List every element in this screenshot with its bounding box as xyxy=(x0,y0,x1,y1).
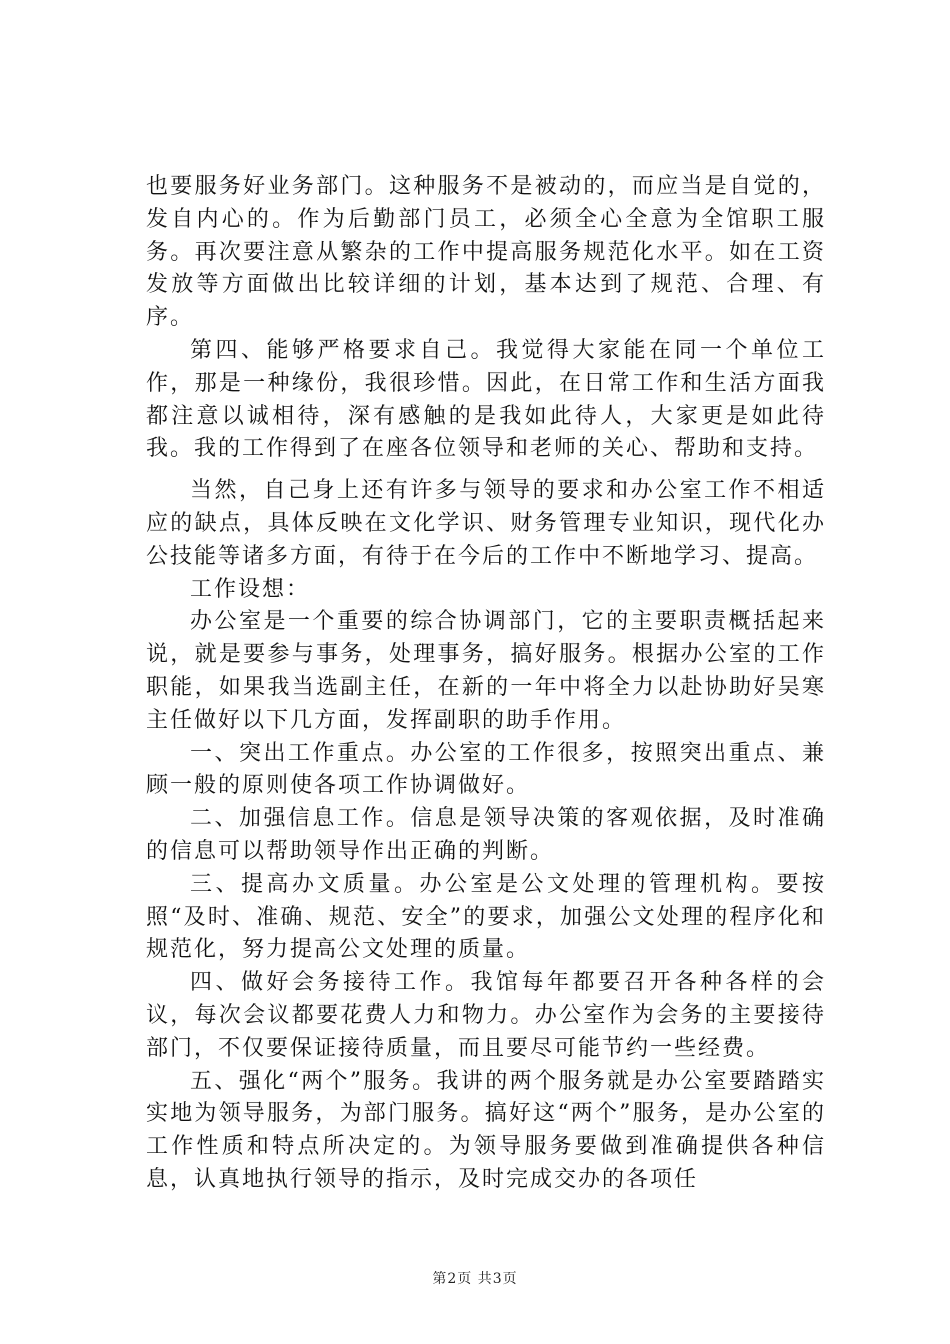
paragraph-service-continued: 也要服务好业务部门。这种服务不是被动的，而应当是自觉的，发自内心的。作为后勤部门员工，必须全心全意为全馆职工服务。再次要注意从繁杂的工作中提高服务规范化水平。如在工资发放等方面做出比较详细的计划，基本达到了规范、合理、有序。 xyxy=(146,174,826,331)
paragraph-office-role: 办公室是一个重要的综合协调部门，它的主要职责概括起来说，就是要参与事务，处理事务，搞好服务。根据办公室的工作职能，如果我当选副主任，在新的一年中将全力以赴协助好吴寒主任做好以下几方面，发挥副职的助手作用。 xyxy=(146,609,826,733)
body-text xyxy=(146,171,826,1197)
paragraph-plan-five: 五、强化“两个”服务。我讲的两个服务就是办公室要踏踏实实地为领导服务，为部门服务。搞好这“两个”服务，是办公室的工作性质和特点所决定的。为领导服务要做到准确提供各种信息，认真地执行领导的指示，及时完成交办的各项任 xyxy=(146,1068,826,1192)
paragraph-shortcomings: 当然，自己身上还有许多与领导的要求和办公室工作不相适应的缺点，具体反映在文化学识、财务管理专业知识，现代化办公技能等诸多方面，有待于在今后的工作中不断地学习、提高。 xyxy=(146,478,826,569)
paragraph-plan-three: 三、提高办文质量。办公室是公文处理的管理机构。要按照“及时、准确、规范、安全”的要求，加强公文处理的程序化和规范化，努力提高公文处理的质量。 xyxy=(146,871,826,963)
paragraph-plan-one: 一、突出工作重点。办公室的工作很多，按照突出重点、兼顾一般的原则使各项工作协调做好。 xyxy=(146,740,826,799)
paragraph-plan-two: 二、加强信息工作。信息是领导决策的客观依据，及时准确的信息可以帮助领导作出正确的判断。 xyxy=(146,806,826,864)
paragraph-point-four: 第四、能够严格要求自己。我觉得大家能在同一个单位工作，那是一种缘份，我很珍惜。因此，在日常工作和生活方面我都注意以诚相待，深有感触的是我如此待人，大家更是如此待我。我的工作得到了在座各位领导和老师的关心、帮助和支持。 xyxy=(146,337,826,462)
section-heading-work-plan: 工作设想： xyxy=(190,576,311,602)
page-number-footer: 第2页 共3页 xyxy=(432,1271,518,1287)
paragraph-plan-four: 四、做好会务接待工作。我馆每年都要召开各种各样的会议，每次会议都要花费人力和物力。办公室作为会务的主要接待部门，不仅要保证接待质量，而且要尽可能节约一些经费。 xyxy=(146,970,826,1061)
